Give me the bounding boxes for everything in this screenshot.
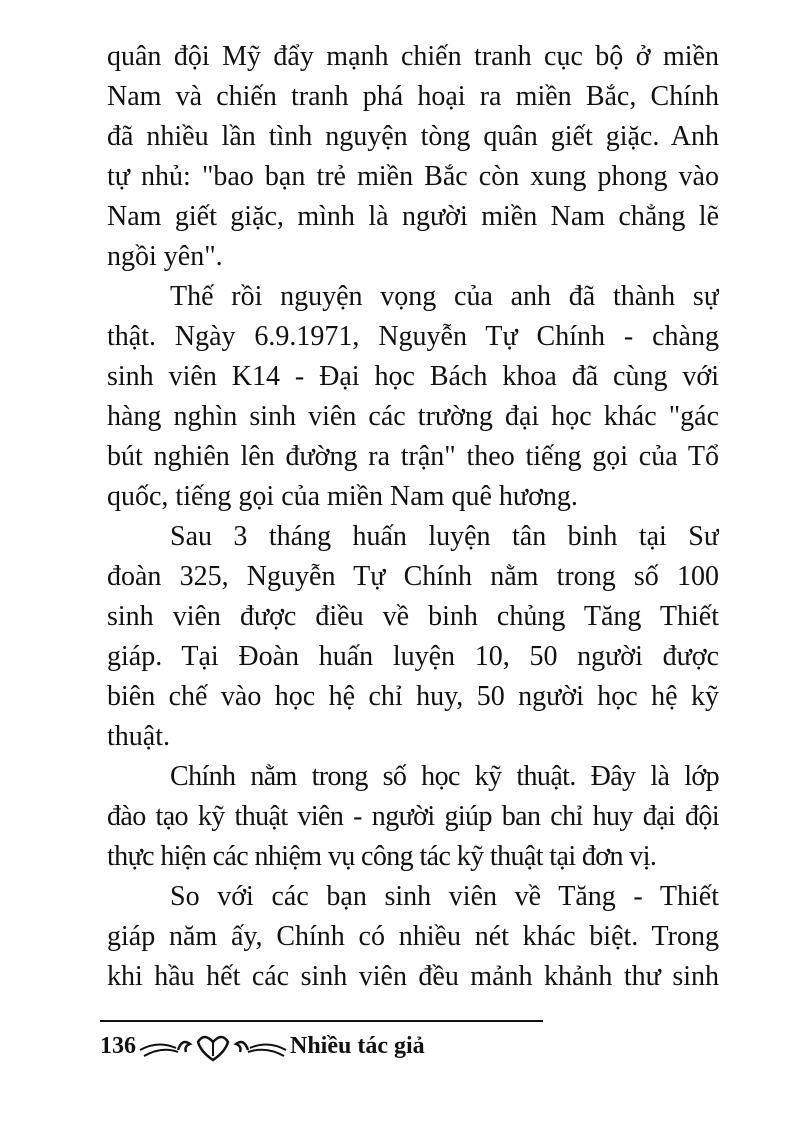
text-line: quốc, tiếng gọi của miền Nam quê hương. [107,481,578,512]
text-line: hàng nghìn sinh viên các trường đại học khác "gác [107,401,719,432]
text-line: giáp. Tại Đoàn huấn luyện 10, 50 người được [107,641,719,672]
footer-rule [100,1020,543,1022]
page-footer [100,1028,425,1064]
text-line: sinh viên được điều về binh chủng Tăng Thiết [107,601,719,632]
text-line: bút nghiên lên đường ra trận" theo tiếng gọi của Tổ [107,441,719,472]
ornament-icon [138,1030,288,1062]
text-line: Thế rồi nguyện vọng của anh đã thành sự [170,281,719,312]
text-line: đào tạo kỹ thuật viên - người giúp ban chỉ huy đại đội [107,801,719,832]
text-line: quân đội Mỹ đẩy mạnh chiến tranh cục bộ ở miền [107,41,719,72]
text-line: Nam giết giặc, mình là người miền Nam chẳng lẽ [107,201,719,232]
text-line: thuật. [107,721,170,752]
author-name: Nhiều tác giả [290,1032,425,1059]
text-line: đoàn 325, Nguyễn Tự Chính nằm trong số 100 [107,561,719,592]
text-line: thật. Ngày 6.9.1971, Nguyễn Tự Chính - chàng [107,321,719,352]
text-line: đã nhiều lần tình nguyện tòng quân giết giặc. Anh [107,121,719,152]
text-line: So với các bạn sinh viên về Tăng - Thiết [170,881,719,912]
text-line: Chính nằm trong số học kỹ thuật. Đây là lớp [170,761,719,792]
text-line: sinh viên K14 - Đại học Bách khoa đã cùng với [107,361,719,392]
text-line: tự nhủ: "bao bạn trẻ miền Bắc còn xung phong vào [107,161,719,192]
text-line: Nam và chiến tranh phá hoại ra miền Bắc, Chính [107,81,719,112]
text-line: ngồi yên". [107,241,223,272]
text-line: biên chế vào học hệ chỉ huy, 50 người học hệ kỹ [107,681,719,712]
text-line: giáp năm ấy, Chính có nhiều nét khác biệt. Trong [107,921,719,952]
text-line: khi hầu hết các sinh viên đều mảnh khảnh thư sinh [107,961,719,992]
text-line: thực hiện các nhiệm vụ công tác kỹ thuật tại đơn vị. [107,841,657,872]
text-line: Sau 3 tháng huấn luyện tân binh tại Sư [170,521,719,552]
page-number: 136 [100,1032,136,1059]
